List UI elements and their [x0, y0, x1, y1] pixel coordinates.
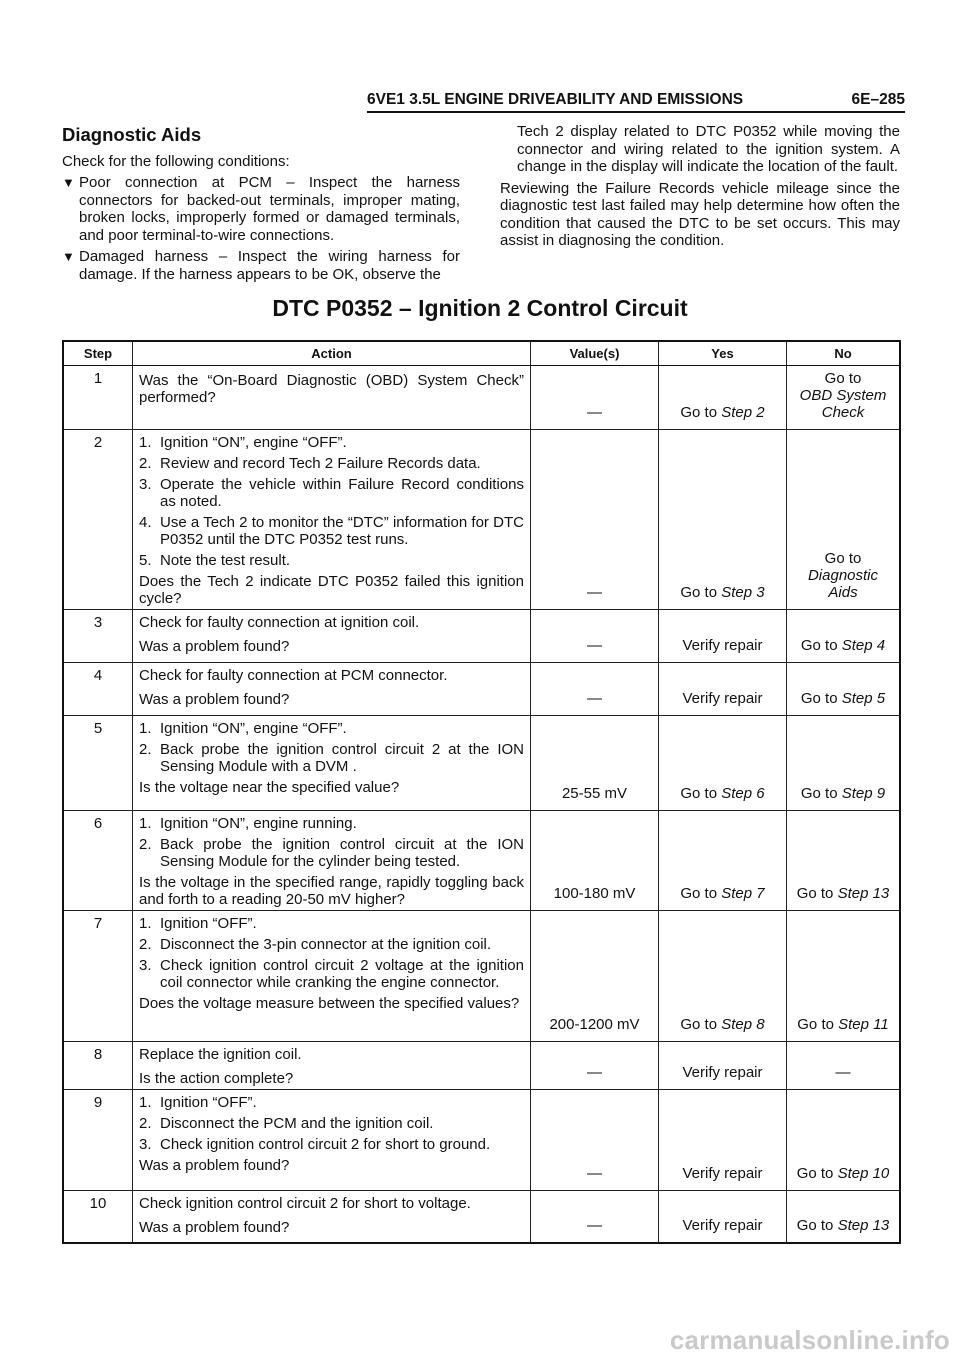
action-question: Was a problem found? — [139, 1219, 290, 1236]
step-value: 100-180 mV — [531, 811, 659, 911]
step-no-result: Go to OBD System Check — [787, 366, 901, 430]
aids-bullet-text: Poor connection at PCM – Inspect the harness connectors for backed-out terminals, improper mating, broken locks, improperly formed or damaged terminals, and poor terminal-to-wire connections. — [79, 174, 460, 244]
action-list-item: 3. Check ignition control circuit 2 for short to ground. — [139, 1136, 491, 1153]
dtc-title: DTC P0352 – Ignition 2 Control Circuit — [272, 295, 688, 321]
table-row — [63, 366, 900, 430]
step-action — [133, 366, 531, 430]
watermark: carmanualsonline.info — [669, 1325, 950, 1355]
diagnostic-aids-right-column — [500, 123, 900, 254]
section-title: 6VE1 3.5L ENGINE DRIVEABILITY AND EMISSIONS — [367, 91, 744, 108]
table-row — [63, 610, 900, 663]
triangle-bullet-icon: ▼ — [62, 175, 75, 190]
step-no-result: Go to Step 13 — [787, 1191, 901, 1243]
step-reference-link[interactable]: Step 5 — [841, 690, 886, 707]
step-yes-result: Go to Step 2 — [659, 366, 787, 430]
step-number: 5 — [63, 716, 133, 811]
aids-bullet-text: Damaged harness – Inspect the wiring harness for damage. If the harness appears to be OK, observe the — [79, 248, 460, 283]
step-number: 9 — [63, 1090, 133, 1191]
step-action — [133, 663, 531, 716]
aids-intro: Check for the following conditions: — [62, 152, 290, 170]
aids-continuation: Tech 2 display related to DTC P0352 while moving the connector and wiring related to the ignition system. A change in the display will indicate the location of the fault. — [517, 123, 900, 175]
step-value: — — [531, 1042, 659, 1090]
step-no-result: Go to Step 10 — [787, 1090, 901, 1191]
step-reference-link[interactable]: OBD System Check — [799, 387, 887, 421]
step-reference-link[interactable]: Step 13 — [837, 885, 890, 902]
step-value: — — [531, 366, 659, 430]
table-row — [63, 1191, 900, 1243]
step-value: — — [531, 610, 659, 663]
step-yes-result: Go to Step 6 — [659, 716, 787, 811]
step-number: 8 — [63, 1042, 133, 1090]
table-row — [63, 1042, 900, 1090]
header-action: Action — [133, 341, 531, 366]
step-yes-result: Go to Step 8 — [659, 911, 787, 1042]
header-yes: Yes — [659, 341, 787, 366]
table-row — [63, 663, 900, 716]
diagnostic-table — [62, 340, 901, 1244]
step-yes-result: Verify repair — [659, 1042, 787, 1090]
table-row — [63, 1090, 900, 1191]
step-action — [133, 430, 531, 610]
step-reference-link[interactable]: Step 13 — [837, 1216, 890, 1234]
step-value: 25-55 mV — [531, 716, 659, 811]
table-header-row — [63, 341, 900, 366]
step-yes-result: Go to Step 7 — [659, 811, 787, 911]
triangle-bullet-icon: ▼ — [62, 249, 75, 264]
step-number: 4 — [63, 663, 133, 716]
step-no-result: Go to Diagnostic Aids — [787, 430, 901, 610]
step-action — [133, 1191, 531, 1243]
header-rule — [367, 111, 905, 113]
action-question: Was a problem found? — [139, 1157, 290, 1174]
table-row — [63, 716, 900, 811]
action-question: Was a problem found? — [139, 691, 290, 708]
step-reference-link[interactable]: Step 4 — [841, 637, 886, 654]
step-yes-result: Verify repair — [659, 1191, 787, 1243]
table-row — [63, 430, 900, 610]
step-yes-result: Verify repair — [659, 610, 787, 663]
step-no-result: Go to Step 5 — [787, 663, 901, 716]
header-value: Value(s) — [531, 341, 659, 366]
action-list-item: 2. Disconnect the PCM and the ignition coil. — [139, 1115, 434, 1132]
action-list-item: 1. Ignition “ON”, engine “OFF”. — [139, 720, 347, 737]
action-question: Was a problem found? — [139, 638, 290, 655]
action-question: Is the voltage in the specified range, rapidly toggling back and forth to a reading 20-50 mV higher? — [139, 874, 524, 908]
step-action — [133, 1090, 531, 1191]
header-no: No — [787, 341, 901, 366]
step-action — [133, 610, 531, 663]
header-step: Step — [63, 341, 133, 366]
step-yes-result: Verify repair — [659, 663, 787, 716]
step-no-result: Go to Step 13 — [787, 811, 901, 911]
step-action — [133, 716, 531, 811]
step-reference-link[interactable]: Step 10 — [837, 1165, 890, 1182]
action-list-item: 5. Note the test result. — [139, 552, 291, 569]
step-no-result: Go to Step 9 — [787, 716, 901, 811]
step-value: — — [531, 663, 659, 716]
step-yes-result: Verify repair — [659, 1090, 787, 1191]
step-reference-link[interactable]: Step 9 — [841, 785, 886, 802]
aids-bullet — [62, 174, 460, 244]
action-text: Check for faulty connection at ignition coil. — [139, 614, 420, 631]
step-no-result: Go to Step 4 — [787, 610, 901, 663]
step-reference-link[interactable]: Step 7 — [721, 885, 765, 902]
step-reference-link[interactable]: Diagnostic Aids — [807, 567, 879, 601]
action-list-item: 2. Back probe the ignition control circuit 2 at the ION Sensing Module with a DVM . — [139, 741, 524, 775]
action-text: Check for faulty connection at PCM connector. — [139, 667, 448, 684]
action-list-item: 2. Disconnect the 3-pin connector at the ignition coil. — [139, 936, 492, 953]
step-action — [133, 811, 531, 911]
step-reference-link[interactable]: Step 3 — [721, 584, 765, 601]
step-action — [133, 1042, 531, 1090]
table-row — [63, 811, 900, 911]
step-action — [133, 911, 531, 1042]
step-value: 200-1200 mV — [531, 911, 659, 1042]
diagnostic-aids-heading: Diagnostic Aids — [62, 124, 202, 145]
action-question: Is the voltage near the specified value? — [139, 779, 400, 796]
step-value: — — [531, 430, 659, 610]
action-list-item: 1. Ignition “OFF”. — [139, 915, 257, 932]
action-list-item: 3. Check ignition control circuit 2 voltage at the ignition coil connector while cranking the engine connector. — [139, 957, 524, 991]
step-yes-result: Go to Step 3 — [659, 430, 787, 610]
step-value: — — [531, 1191, 659, 1243]
step-reference-link[interactable]: Step 8 — [721, 1016, 765, 1033]
step-reference-link[interactable]: Step 2 — [721, 404, 765, 421]
step-number: 3 — [63, 610, 133, 663]
action-text: Check ignition control circuit 2 for short to voltage. — [139, 1195, 471, 1212]
step-no-result: — — [787, 1042, 901, 1090]
action-question: Does the voltage measure between the specified values? — [139, 995, 520, 1012]
step-number: 7 — [63, 911, 133, 1042]
step-no-result: Go to Step 11 — [787, 911, 901, 1042]
action-list-item: 1. Ignition “ON”, engine “OFF”. — [139, 434, 347, 451]
table-row — [63, 911, 900, 1042]
action-list-item: 1. Ignition “OFF”. — [139, 1094, 257, 1111]
page-number: 6E–285 — [851, 91, 905, 108]
action-list-item: 2. Back probe the ignition control circuit at the ION Sensing Module for the cylinder being tested. — [139, 836, 524, 870]
action-list-item: 4. Use a Tech 2 to monitor the “DTC” information for DTC P0352 until the DTC P0352 test runs. — [139, 514, 524, 548]
step-value: — — [531, 1090, 659, 1191]
action-list-item: 2. Review and record Tech 2 Failure Records data. — [139, 455, 481, 472]
action-list-item: 1. Ignition “ON”, engine running. — [139, 815, 357, 832]
action-question: Is the action complete? — [139, 1070, 294, 1087]
step-reference-link[interactable]: Step 6 — [721, 785, 765, 802]
step-number: 2 — [63, 430, 133, 610]
step-number: 6 — [63, 811, 133, 911]
action-question: Was the “On-Board Diagnostic (OBD) System Check” performed? — [139, 372, 524, 406]
step-number: 1 — [63, 366, 133, 430]
step-number: 10 — [63, 1191, 133, 1243]
aids-records: Reviewing the Failure Records vehicle mileage since the diagnostic test last failed may help determine how often the condition that caused the DTC to be set occurs. This may assist in diagnosing the condition. — [500, 179, 900, 249]
diagnostic-aids-left-column — [62, 126, 460, 287]
action-list-item: 3. Operate the vehicle within Failure Record conditions as noted. — [139, 476, 524, 510]
aids-bullet — [62, 248, 460, 283]
page-header — [367, 88, 905, 112]
action-text: Replace the ignition coil. — [139, 1046, 302, 1063]
action-question: Does the Tech 2 indicate DTC P0352 failed this ignition cycle? — [139, 573, 524, 607]
step-reference-link[interactable]: Step 11 — [838, 1016, 889, 1033]
